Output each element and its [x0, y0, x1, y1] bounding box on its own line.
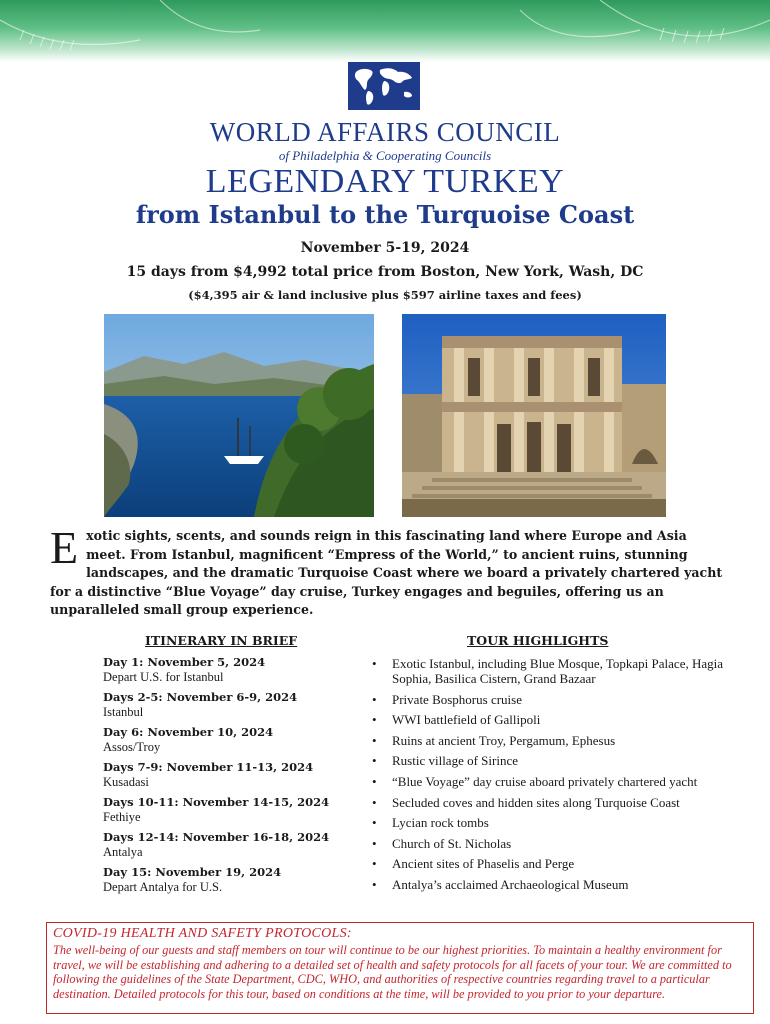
covid-notice-body: The well-being of our guests and staff members on tour will continue to be our highest priorities. To maintain a healthy environment for travel, we will be establishing and adhering to a detailed set of health and safety protocols for all facets of your tour. We are committed to following the guidelines of the State Department, CDC, WHO, and authorities of respective countries regarding travel to a particular destination. Detailed protocols for this tour, based on conditions at the time, will be provided to you prior to your departure. [53, 943, 732, 1001]
itinerary-item [103, 829, 343, 860]
itinerary-day: Days 10-11: November 14-15, 2024 [103, 795, 330, 809]
covid-notice-box [46, 922, 754, 1014]
bullet-icon: • [372, 856, 377, 872]
itinerary-place: Depart U.S. for Istanbul [103, 670, 224, 684]
itinerary-place: Kusadasi [103, 775, 149, 789]
itinerary-heading: ITINERARY IN BRIEF [145, 633, 298, 648]
itinerary-day: Days 12-14: November 16-18, 2024 [103, 830, 330, 844]
itinerary-place: Depart Antalya for U.S. [103, 880, 223, 894]
intro-text: xotic sights, scents, and sounds reign in this fascinating land where Europe and Asia meet. From Istanbul, magnificent “Empress of the World,” to ancient ruins, stunning landscapes, and the dramatic Turquoise Coast where we board a privately chartered yacht for a distinctive “Blue Voyage” day cruise, Turkey engages and beguiles, offering us an unparalleled small group experience. [50, 528, 723, 617]
highlight-item: • Antalya’s acclaimed Archaeological Museum [372, 876, 629, 892]
ephesus-library-photo [402, 314, 666, 517]
itinerary-day: Day 6: November 10, 2024 [103, 725, 274, 739]
itinerary-day: Day 1: November 5, 2024 [103, 655, 266, 669]
header-banner [0, 0, 770, 62]
trip-subtitle: from Istanbul to the Turquoise Coast [135, 200, 635, 229]
itinerary-item [103, 864, 343, 895]
trip-price-detail: ($4,395 air & land inclusive plus $597 airline taxes and fees) [188, 288, 582, 302]
banner-pattern [0, 0, 770, 62]
highlight-item: • Church of St. Nicholas [372, 835, 512, 851]
trip-title: LEGENDARY TURKEY [205, 163, 565, 200]
highlight-item: • Lycian rock tombs [372, 815, 489, 831]
trip-dates: November 5-19, 2024 [300, 240, 470, 256]
turquoise-coast-photo [104, 314, 374, 517]
bullet-icon: • [372, 691, 377, 707]
highlight-item: • Rustic village of Sirince [372, 753, 519, 769]
highlight-item: • Secluded coves and hidden sites along Turquoise Coast [372, 794, 680, 810]
highlight-item: • “Blue Voyage” day cruise aboard privately chartered yacht [372, 773, 698, 789]
itinerary-place: Assos/Troy [103, 740, 161, 754]
bullet-icon: • [372, 835, 377, 851]
itinerary-item [103, 689, 343, 720]
bullet-icon: • [372, 876, 377, 892]
bullet-icon: • [372, 815, 377, 831]
world-map-logo [348, 62, 420, 110]
itinerary-list [103, 654, 343, 899]
highlight-item: • Private Bosphorus cruise [372, 691, 522, 707]
itinerary-day: Days 2-5: November 6-9, 2024 [103, 690, 298, 704]
bullet-icon: • [372, 732, 377, 748]
itinerary-place: Istanbul [103, 705, 144, 719]
highlight-item: • Ancient sites of Phaselis and Perge [372, 856, 575, 872]
intro-paragraph [50, 522, 730, 620]
highlight-item: • WWI battlefield of Gallipoli [372, 712, 541, 728]
bullet-icon: • [372, 773, 377, 789]
highlights-heading: TOUR HIGHLIGHTS [467, 633, 609, 648]
itinerary-item [103, 759, 343, 790]
org-subtitle: of Philadelphia & Cooperating Councils [278, 148, 492, 163]
itinerary-item [103, 724, 343, 755]
bullet-icon: • [372, 794, 377, 810]
highlight-item: • Ruins at ancient Troy, Pergamum, Ephesus [372, 732, 616, 748]
itinerary-place: Fethiye [103, 810, 141, 824]
trip-price: 15 days from $4,992 total price from Boston, New York, Wash, DC [126, 264, 644, 280]
bullet-icon: • [372, 712, 377, 728]
itinerary-day: Days 7-9: November 11-13, 2024 [103, 760, 314, 774]
covid-notice-title: COVID-19 HEALTH AND SAFETY PROTOCOLS: [53, 926, 352, 941]
bullet-icon: • [372, 656, 377, 671]
itinerary-item [103, 794, 343, 825]
itinerary-item [103, 654, 343, 685]
itinerary-day: Day 15: November 19, 2024 [103, 865, 282, 879]
bullet-icon: • [372, 753, 377, 769]
intro-dropcap: E [50, 522, 79, 573]
itinerary-place: Antalya [103, 845, 143, 859]
highlight-item: • Exotic Istanbul, including Blue Mosque, Topkapi Palace, Hagia Sophia, Basilica Cistern, Grand Bazaar [372, 656, 724, 686]
highlights-list [372, 656, 742, 898]
org-name: WORLD AFFAIRS COUNCIL [209, 117, 561, 147]
